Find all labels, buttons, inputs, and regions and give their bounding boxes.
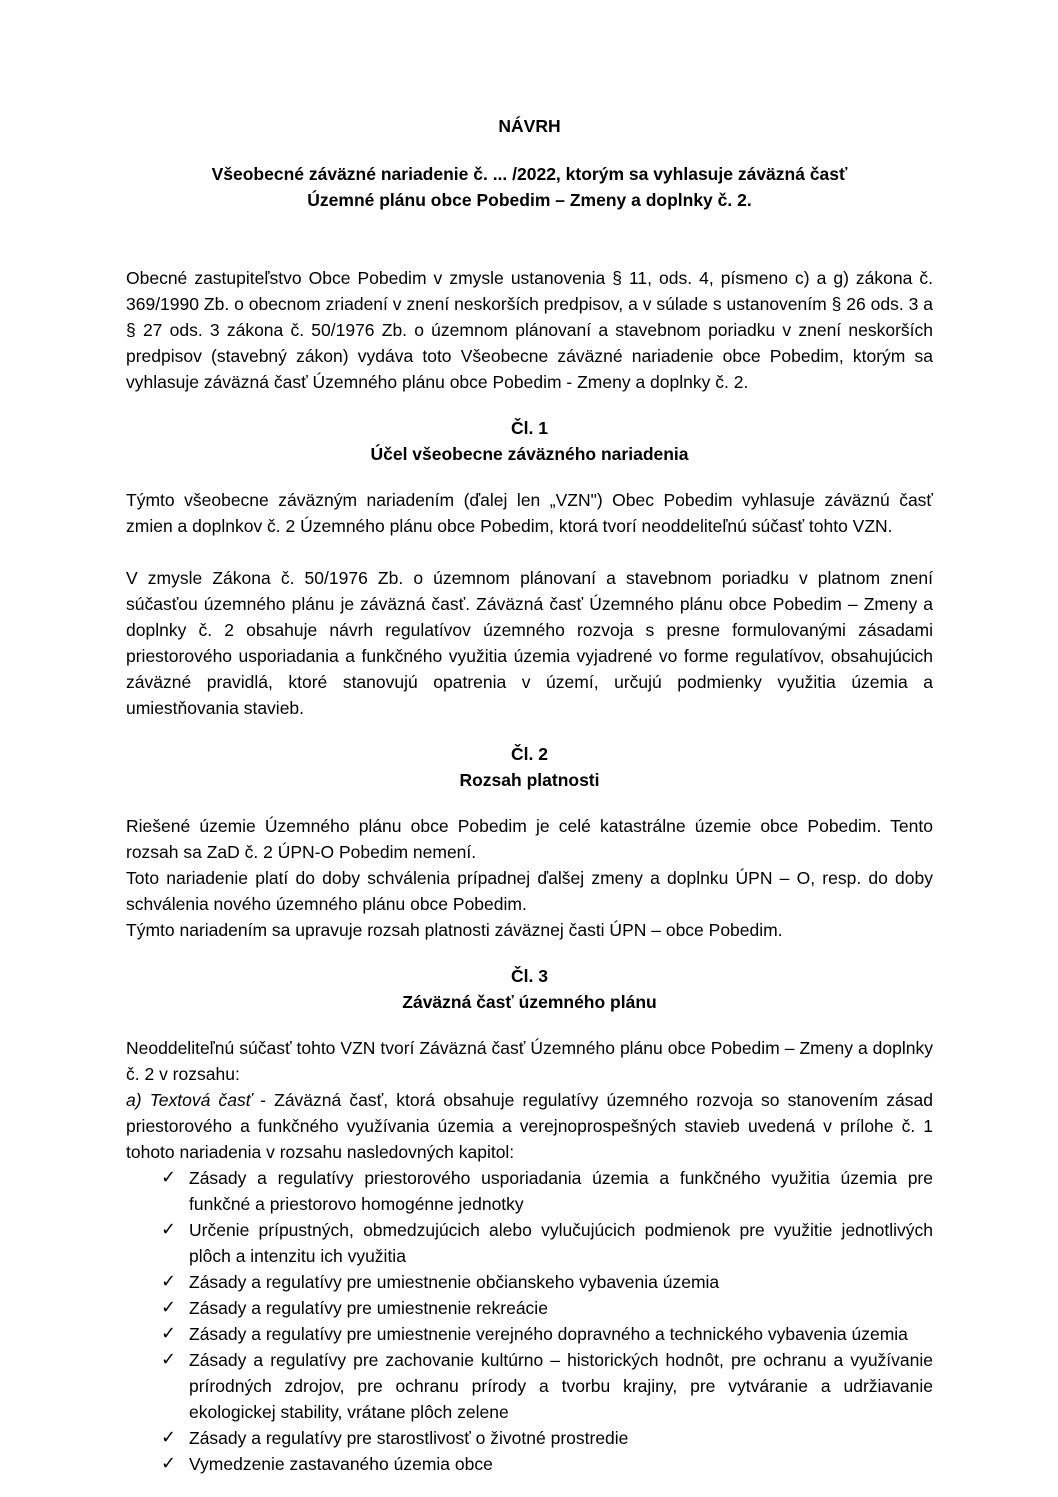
check-icon: ✓: [161, 1271, 177, 1292]
check-icon: ✓: [161, 1297, 177, 1318]
article-1-heading: Účel všeobecne záväzného nariadenia: [370, 444, 689, 464]
article-2-line-1: Riešené územie Územného plánu obce Pobedim je celé katastrálne územie obce Pobedim. Tento rozsah sa ZaD č. 2 ÚPN-O Pobedim nemení.: [126, 816, 933, 862]
article-1-number: Čl. 1: [511, 418, 548, 438]
article-2-number: Čl. 2: [511, 744, 548, 764]
check-icon: ✓: [161, 1349, 177, 1370]
list-item: ✓ Určenie prípustných, obmedzujúcich alebo vylučujúcich podmienok pre využitie jednotlivých plôch a intenzitu ich využitia: [161, 1219, 933, 1266]
list-item: ✓ Vymedzenie zastavaného územia obce: [161, 1451, 933, 1477]
list-item: ✓ Zásady a regulatívy pre umiestnenie rekreácie: [161, 1295, 933, 1321]
check-icon: ✓: [161, 1219, 177, 1240]
check-icon: ✓: [161, 1453, 177, 1474]
document-title: [126, 161, 933, 213]
article-2-heading: Rozsah platnosti: [459, 770, 600, 790]
draft-label: NÁVRH: [498, 116, 561, 136]
check-icon: ✓: [161, 1427, 177, 1448]
chapter-checklist: [126, 1165, 933, 1477]
check-icon: ✓: [161, 1167, 177, 1188]
article-3-intro: Neoddeliteľnú súčasť tohto VZN tvorí Záväzná časť Územného plánu obce Pobedim – Zmeny a doplnky č. 2 v rozsahu:: [126, 1038, 933, 1084]
article-1-paragraph-1: Týmto všeobecne záväzným nariadením (ďalej len „VZN") Obec Pobedim vyhlasuje záväznú časť zmien a doplnkov č. 2 Územného plánu obce Pobedim, ktorá tvorí neoddeliteľnú súčasť tohto VZN.: [126, 490, 933, 536]
title-line-2: Územné plánu obce Pobedim – Zmeny a doplnky č. 2.: [307, 190, 752, 210]
article-1-paragraph-2: V zmysle Zákona č. 50/1976 Zb. o územnom plánovaní a stavebnom poriadku v platnom znení súčasťou územného plánu je záväzná časť. Záväzná časť Územného plánu obce Pobedim – Zmeny a doplnky č. 2 obsahuje návrh regulatívov územného rozvoja s presne formulovanými zásadami priestorového usporiadania a funkčného využitia územia vyjadrené vo forme regulatívov, obsahujúcich záväzné pravidlá, ktoré stanovujú opatrenia v území, určujú podmienky využitia územia a umiestňovania stavieb.: [126, 568, 933, 718]
article-3-item-a: [126, 1087, 933, 1165]
intro-paragraph: Obecné zastupiteľstvo Obce Pobedim v zmysle ustanovenia § 11, ods. 4, písmeno c) a g) zákona č. 369/1990 Zb. o obecnom zriadení v znení neskorších predpisov, a v súlade s ustanovením § 26 ods. 3 a § 27 ods. 3 zákona č. 50/1976 Zb. o územnom plánovaní a stavebnom poriadku v znení neskorších predpisov (stavebný zákon) vydáva toto Všeobecne záväzné nariadenie obce Pobedim, ktorým sa vyhlasuje záväzná časť Územného plánu obce Pobedim - Zmeny a doplnky č. 2.: [126, 268, 933, 392]
article-2-line-2: Toto nariadenie platí do doby schválenia prípadnej ďalšej zmeny a doplnku ÚPN – O, resp. do doby schválenia nového územného plánu obce Pobedim.: [126, 868, 933, 914]
item-a-text: - Záväzná časť, ktorá obsahuje regulatívy územného rozvoja so stanovením zásad priestorového a funkčného využívania územia a verejnoprospešných stavieb uvedená v prílohe č. 1 tohoto nariadenia v rozsahu nasledovných kapitol:: [126, 1090, 933, 1162]
item-a-label: a) Textová časť: [126, 1090, 252, 1110]
list-item: ✓ Zásady a regulatívy pre zachovanie kultúrno – historických hodnôt, pre ochranu a využívanie prírodných zdrojov, pre ochranu prírody a tvorbu krajiny, pre vytváranie a udržiavanie ekologickej stability, vrátane plôch zelene: [161, 1349, 933, 1422]
list-item: ✓ Zásady a regulatívy pre umiestnenie verejného dopravného a technického vybavenia územia: [161, 1321, 933, 1347]
list-item: ✓ Zásady a regulatívy pre umiestnenie občianskeho vybavenia územia: [161, 1269, 933, 1295]
article-3-heading: Záväzná časť územného plánu: [402, 992, 657, 1012]
check-icon: ✓: [161, 1323, 177, 1344]
article-2-line-3: Týmto nariadením sa upravuje rozsah platnosti záväznej časti ÚPN – obce Pobedim.: [126, 920, 783, 940]
article-3-number: Čl. 3: [511, 966, 548, 986]
document-content: [126, 113, 933, 1477]
list-item: ✓ Zásady a regulatívy priestorového usporiadania územia a funkčného využitia územia pre funkčné a priestorovo homogénne jednotky: [161, 1167, 933, 1214]
title-line-1: Všeobecné záväzné nariadenie č. ... /2022, ktorým sa vyhlasuje záväzná časť: [211, 164, 848, 184]
list-item: ✓ Zásady a regulatívy pre starostlivosť o životné prostredie: [161, 1425, 933, 1451]
